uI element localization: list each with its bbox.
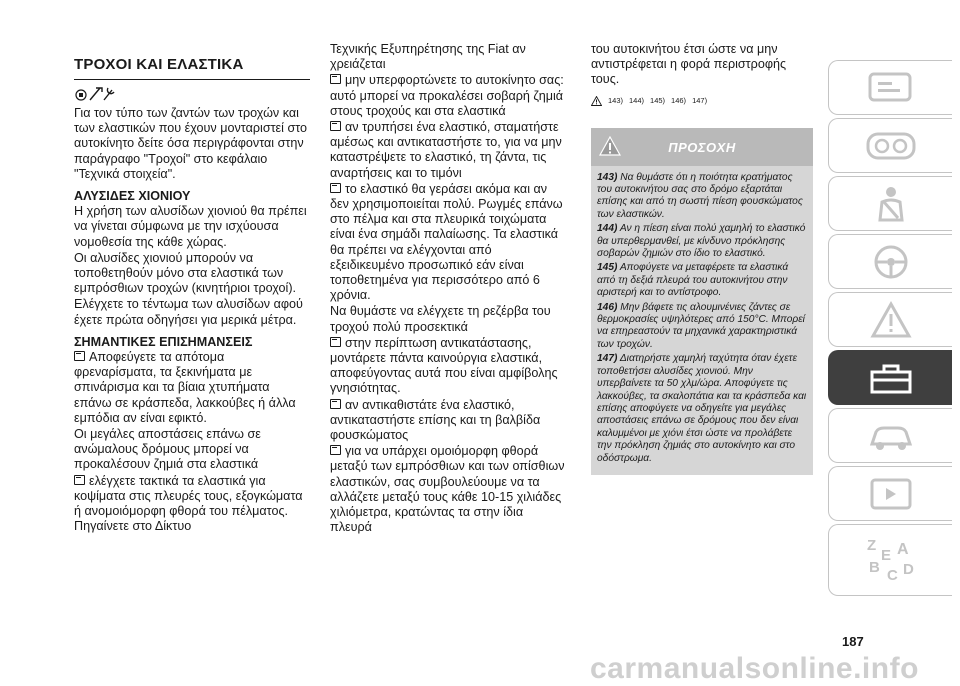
checkbox-bullet-icon <box>74 351 85 361</box>
notes-bullet-1: Αποφεύγετε τα απότομα φρεναρίσματα, τα ξεκινήματα με σπινάρισμα και τα βίαια χτυπήματα επάνω σε κράσπεδα, λακκούβες ή άλλα εμπόδια αν είναι εφικτό. <box>74 350 296 425</box>
warning-references <box>591 96 813 106</box>
svg-text:E: E <box>880 547 891 564</box>
svg-text:D: D <box>902 561 914 578</box>
notes-bullet-2: ελέγχετε τακτικά τα ελαστικά για κοψίματα στις πλευρές τους, εξογκώματα ή ανομοιόμορφη φθορά του πέλματος. Πηγαίνετε στο Δίκτυο <box>74 473 303 534</box>
chains-paragraph-2: Οι αλυσίδες χιονιού μπορούν να τοποθετηθούν μόνο στα ελαστικά των εμπρόσθιων τροχών (κινητήριοι τροχοί). <box>74 250 297 296</box>
warning-144: 144) Αν η πίεση είναι πολύ χαμηλή το ελαστικό θα υπερθερμανθεί, με κίνδυνο πρόκλησης σοβαρών ζημιών στο ίδιο το ελαστικό. <box>597 223 806 260</box>
warning-body <box>591 166 813 475</box>
warning-143: 143) Να θυμάστε ότι η ποιότητα κρατήματος του αυτοκινήτου σας στο δρόμο εξαρτάται επίσης και από τη σωστή πίεση φουσκώματος των ελαστικών. <box>597 171 803 220</box>
nav-tab-car-info[interactable] <box>828 60 952 115</box>
column-3 <box>591 42 813 475</box>
steering-wheel-icon <box>864 242 918 282</box>
dashboard-icon <box>864 126 918 166</box>
car-info-icon <box>864 68 918 108</box>
checkbox-bullet-icon <box>330 74 341 84</box>
col3-paragraph-1: του αυτοκινήτου έτσι ώστε να μην αντιστρέφεται η φορά περιστροφής τους. <box>591 42 787 87</box>
warning-title: ΠΡΟΣΟΧΗ <box>668 139 736 155</box>
page-number: 187 <box>842 634 864 649</box>
title-rule <box>74 79 310 80</box>
section-title: ΤΡΟΧΟΙ ΚΑΙ ΕΛΑΣΤΙΚΑ <box>74 56 244 73</box>
column-1 <box>74 42 310 535</box>
important-notes-heading: ΣΗΜΑΝΤΙΚΕΣ ΕΠΙΣΗΜΑΝΣΕΙΣ <box>74 334 253 349</box>
warning-147: 147) Διατηρήστε χαμηλή ταχύτητα όταν έχετε τοποθετήσει αλυσίδες χιονιού. Μην υπερβαίνετε τα 50 χλμ/ώρα. Αποφύγετε τις λακκούβες, τα σκαλοπάτια και τα κράσπεδα και επίσης αποφύγετε να οδηγείτε για μεγάλες αποστάσεις επάνω σε δρόμους που δεν είναι καλυμμένοι με χιόνι έτσι ώστε να προλάβετε την πρόκληση ζημιάς στο αυτοκίνητο και στο οδόστρωμα. <box>597 353 807 464</box>
ref-143[interactable]: 143) <box>608 96 624 106</box>
ref-147[interactable]: 147) <box>692 96 708 106</box>
toolbox-icon <box>864 358 918 398</box>
ref-145[interactable]: 145) <box>650 96 666 106</box>
checkbox-bullet-icon <box>330 183 341 193</box>
svg-text:B: B <box>868 559 880 576</box>
column-2 <box>330 42 566 537</box>
alphabet-index-icon <box>861 532 921 588</box>
media-icon <box>864 474 918 514</box>
nav-tab-index[interactable] <box>828 524 952 596</box>
checkbox-bullet-icon <box>330 445 341 455</box>
col2-bullet-5: αν αντικαθιστάτε ένα ελαστικό, αντικαταστήστε επίσης και τη βαλβίδα φουσκώματος <box>330 397 541 443</box>
car-data-icon <box>864 416 918 456</box>
nav-tab-maintenance[interactable] <box>828 350 952 405</box>
warning-146: 146) Μην βάφετε τις αλουμινένιες ζάντες σε θερμοκρασίες υψηλότερες από 150°C. Μπορεί να επηρεαστούν τα μηχανικά χαρακτηριστικά των τροχών. <box>597 301 805 350</box>
warning-triangle-icon <box>591 96 602 106</box>
warning-header <box>591 128 813 166</box>
svg-text:C: C <box>886 567 898 584</box>
col2-bullet-1: μην υπερφορτώνετε το αυτοκίνητο σας: αυτό μπορεί να προκαλέσει σοβαρή ζημιά στους τροχούς και στα ελαστικά <box>330 73 564 118</box>
col2-bullet-2: αν τρυπήσει ένα ελαστικό, σταματήστε αμέσως και αντικαταστήστε το, για να μην καταστρέψετε το ελαστικό, τη ζάντα, τις αναρτήσεις και το τιμόνι <box>330 120 562 180</box>
watermark: carmanualsonline.info <box>590 652 919 685</box>
tools-icon <box>74 86 310 102</box>
ref-144[interactable]: 144) <box>629 96 645 106</box>
nav-tab-safety[interactable] <box>828 176 952 231</box>
ref-146[interactable]: 146) <box>671 96 687 106</box>
checkbox-bullet-icon <box>330 121 341 131</box>
nav-tab-driving[interactable] <box>828 234 952 289</box>
svg-text:Z: Z <box>866 537 876 554</box>
snow-chains-heading: ΑΛΥΣΙΔΕΣ ΧΙΟΝΙΟΥ <box>74 189 191 204</box>
intro-paragraph: Για τον τύπο των ζαντών των τροχών και των ελαστικών που έχουν μονταριστεί στο αυτοκίνητο δείτε όσα περιγράφονται στην παράγραφο "Τροχοί" στο κεφάλαιο "Τεχνικά στοιχεία". <box>74 106 308 181</box>
warning-box <box>591 128 813 475</box>
chapter-nav <box>828 60 952 599</box>
seatbelt-icon <box>864 184 918 224</box>
col2-bullet-4: στην περίπτωση αντικατάστασης, μοντάρετε πάντα καινούργια ελαστικά, αποφεύγοντας αυτά που είναι αμφίβολης γνησιότητας. <box>330 335 558 396</box>
col2-paragraph-1: Τεχνικής Εξυπηρέτησης της Fiat αν χρειάζεται <box>330 42 526 72</box>
checkbox-bullet-icon <box>74 475 85 485</box>
checkbox-bullet-icon <box>330 337 341 347</box>
chains-paragraph-3: Ελέγχετε το τέντωμα των αλυσίδων αφού έχετε πρώτα οδηγήσει για μερικά μέτρα. <box>74 297 303 327</box>
col2-bullet-3: το ελαστικό θα γεράσει ακόμα και αν δεν χρησιμοποιείται πολύ. Ρωγμές επάνω στο πέλμα και στα πλευρικά τοιχώματα είναι ένα σημάδι παλαίωσης. Τα ελαστικά θα πρέπει να ελέγχονται από εξειδικευμένο προσωπικό εάν είναι τοποθετημένα για περισσότερο από 6 χρόνια. <box>330 181 563 303</box>
warning-145: 145) Αποφύγετε να μεταφέρετε τα ελαστικά από τη δεξιά πλευρά του αυτοκινήτου στην αριστερή και το αντίστροφο. <box>597 262 789 299</box>
notes-paragraph: Οι μεγάλες αποστάσεις επάνω σε ανώμαλους δρόμους μπορεί να προκαλέσουν ζημιά στα ελαστικά <box>74 427 261 472</box>
warning-triangle-icon <box>864 300 918 340</box>
nav-tab-technical-data[interactable] <box>828 408 952 463</box>
col2-bullet-6: για να υπάρχει ομοιόμορφη φθορά μεταξύ των εμπρόσθιων και των οπίσθιων ελαστικών, σας συμβουλεύουμε να τα αλλάζετε μεταξύ τους κάθε 10-15 χιλιάδες χιλιόμετρα, κρατώντας τα στην ίδια πλευρά <box>330 444 565 535</box>
nav-tab-dashboard[interactable] <box>828 118 952 173</box>
checkbox-bullet-icon <box>330 399 341 409</box>
nav-tab-multimedia[interactable] <box>828 466 952 521</box>
svg-text:A: A <box>896 541 909 558</box>
chains-paragraph-1: Η χρήση των αλυσίδων χιονιού θα πρέπει να γίνεται σύμφωνα με την ισχύουσα νομοθεσία της κάθε χώρας. <box>74 204 307 249</box>
nav-tab-emergency[interactable] <box>828 292 952 347</box>
col2-paragraph-2: Να θυμάστε να ελέγχετε τη ρεζέρβα του τροχού πολύ προσεκτικά <box>330 304 551 334</box>
